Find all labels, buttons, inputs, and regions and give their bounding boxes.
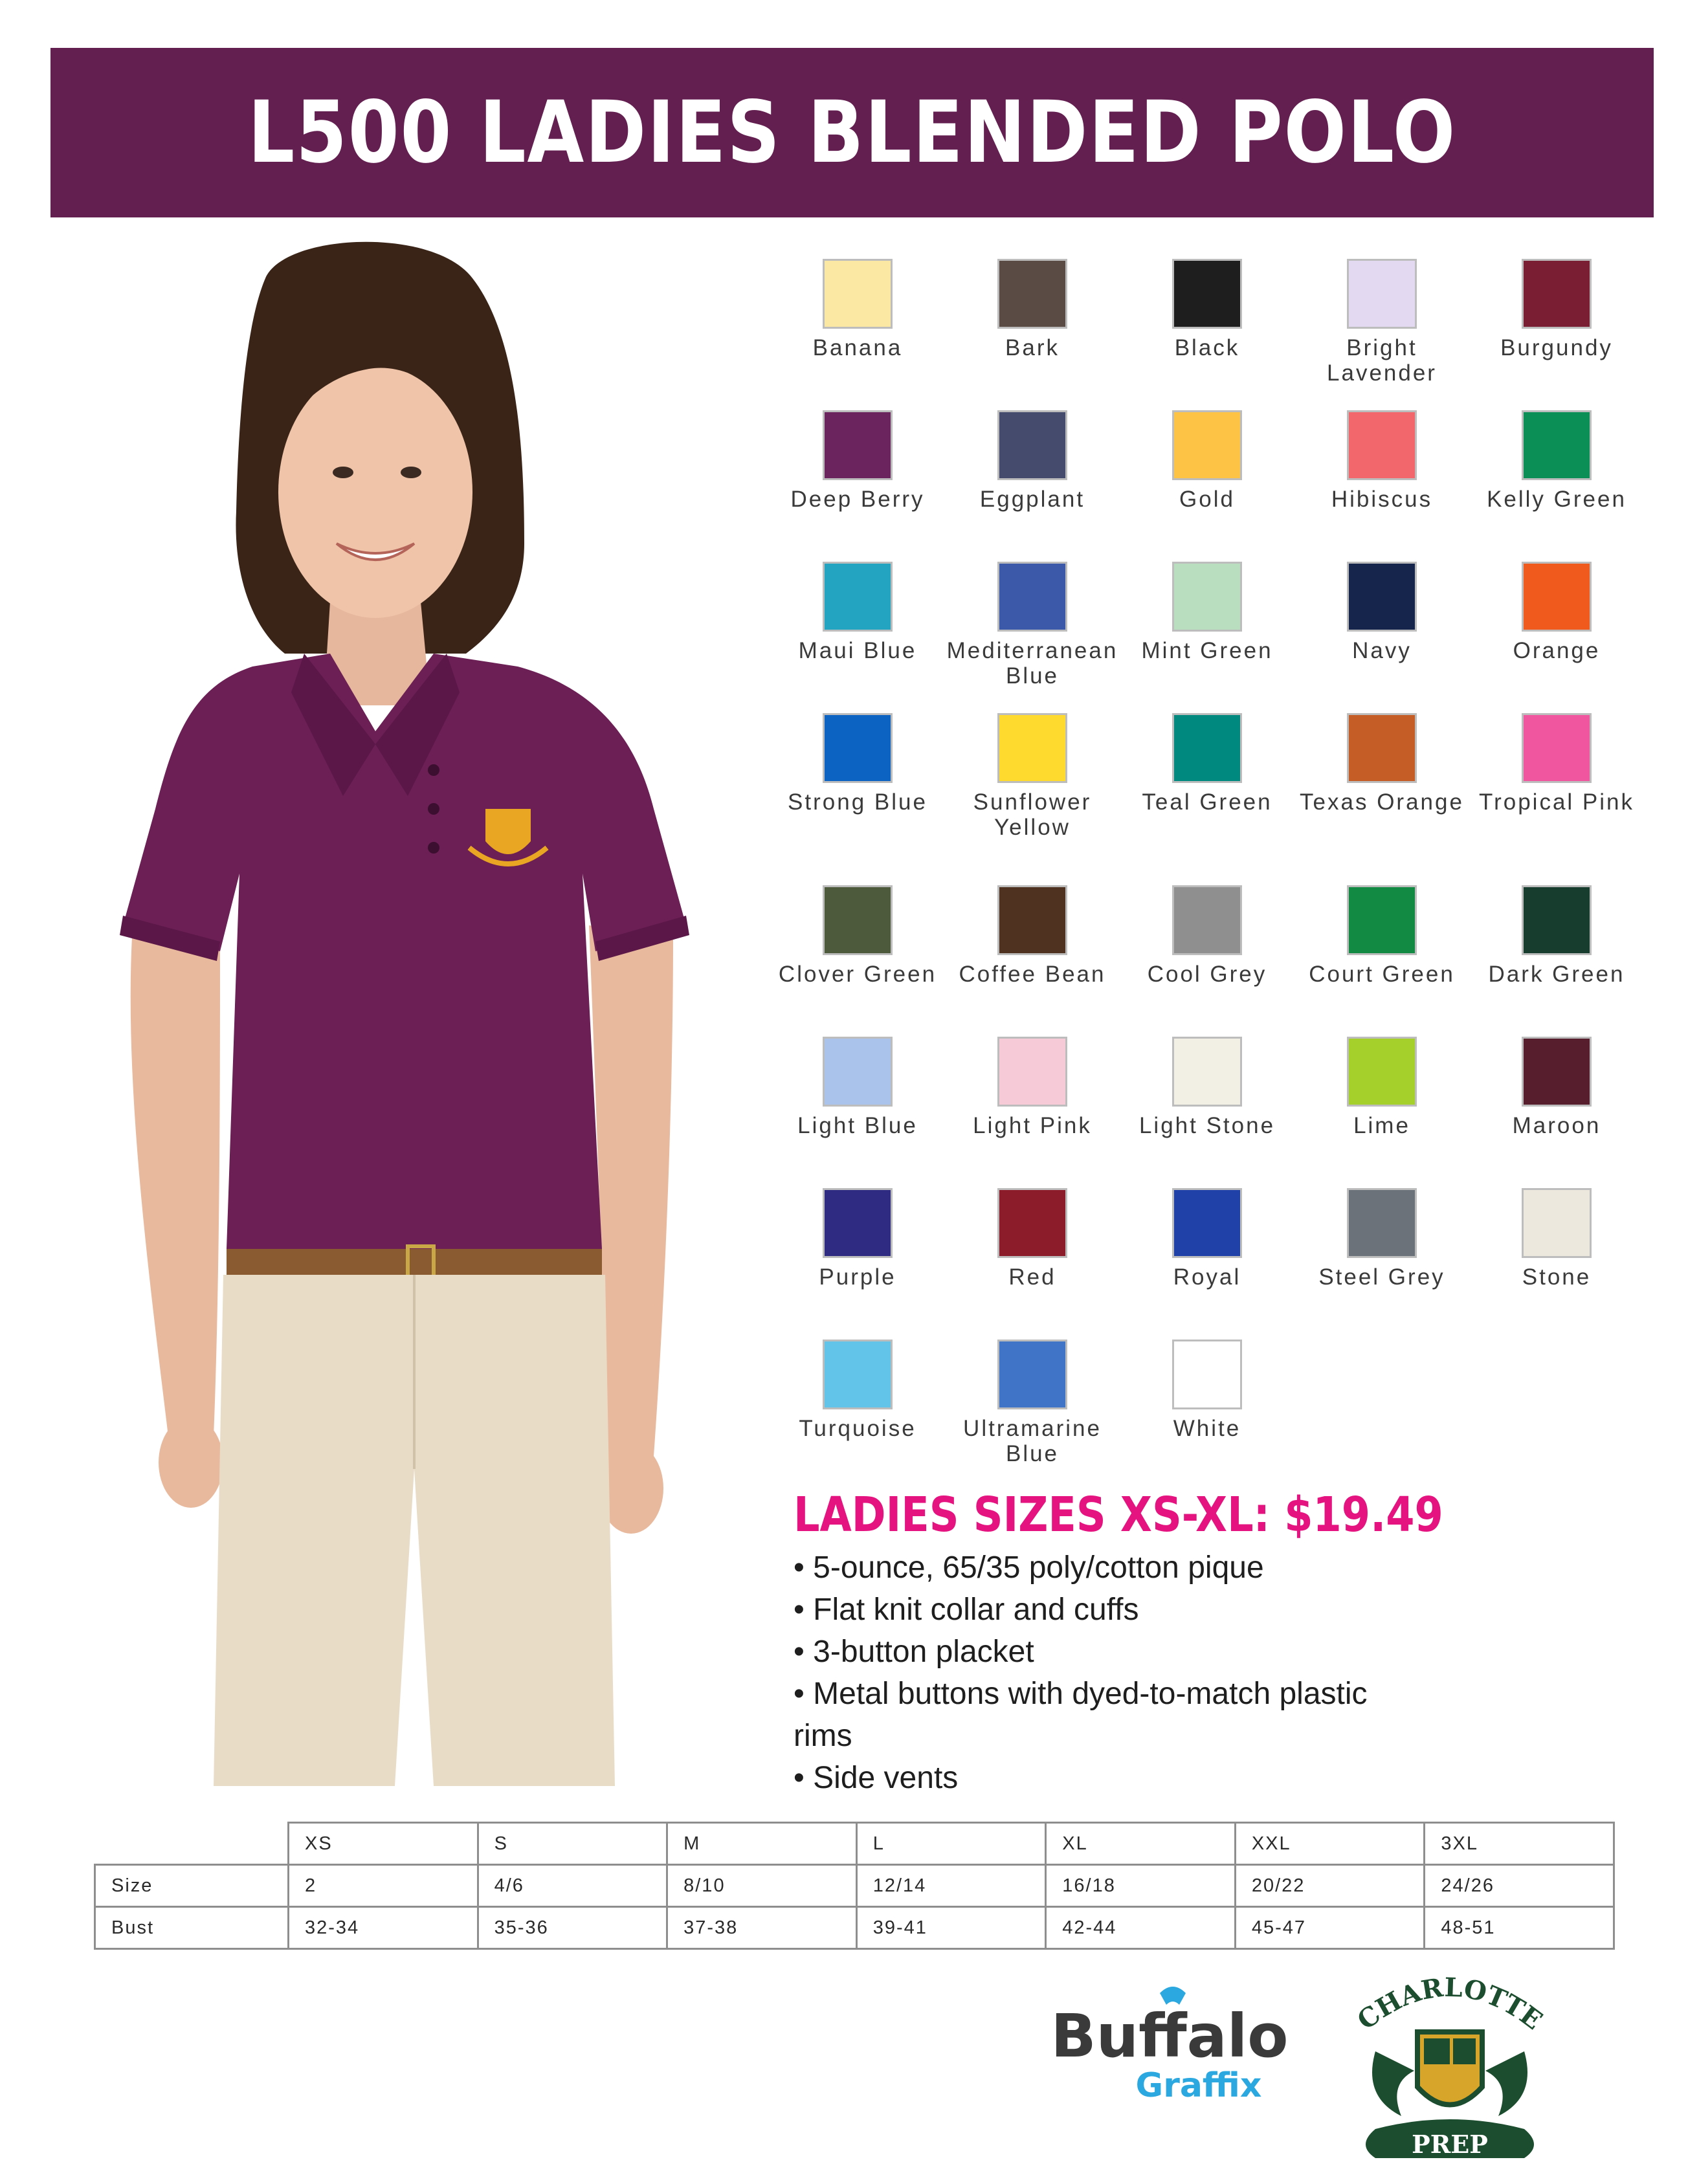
color-swatch [1120,885,1294,987]
swatch-color-name: Clover Green [778,962,937,987]
color-swatch [770,885,945,987]
swatch-color-name: Cool Grey [1147,962,1267,987]
color-swatch [1469,562,1644,663]
swatch-color-chip [1172,713,1242,783]
swatch-color-chip [823,713,893,783]
swatch-color-chip [997,259,1067,329]
swatch-color-name: Hibiscus [1331,487,1433,512]
swatch-color-chip [823,1340,893,1409]
swatch-color-chip [1347,259,1417,329]
swatch-color-name: Stone [1522,1264,1592,1290]
model-photo [71,239,693,1786]
size-chart-table [94,1822,1615,1950]
swatch-color-name: Black [1174,335,1240,360]
swatch-color-name: Light Pink [973,1113,1092,1138]
swatch-color-chip [823,410,893,480]
swatch-color-name: Light Stone [1138,1113,1276,1138]
size-column-header: XS [289,1823,478,1865]
color-swatch [770,1340,945,1441]
title-banner [50,48,1654,217]
swatch-color-chip [1522,713,1592,783]
swatch-color-chip [1347,1188,1417,1258]
color-swatch [770,1188,945,1290]
color-swatch [1469,1188,1644,1290]
feature-list [794,1547,1376,1799]
swatch-color-name: Banana [812,335,903,360]
color-swatch [1294,1188,1469,1290]
color-swatch [945,713,1120,840]
swatch-color-name: Bark [1005,335,1060,360]
swatch-color-chip [1522,562,1592,632]
swatch-color-name: Eggplant [979,487,1085,512]
swatch-color-chip [1172,410,1242,480]
swatch-color-name: Maroon [1512,1113,1601,1138]
buffalo-graffix-logo [1043,1987,1296,2110]
swatch-color-name: Strong Blue [788,789,927,815]
color-swatch [1469,259,1644,360]
page-title: L500 LADIES BLENDED POLO [247,83,1457,182]
row-label-size: Size [95,1865,289,1907]
swatch-color-chip [1172,885,1242,955]
row-label-bust: Bust [95,1907,289,1949]
color-swatch [945,562,1120,689]
color-swatch [770,410,945,512]
color-swatch [1469,1037,1644,1138]
swatch-color-name: Lime [1353,1113,1410,1138]
table-cell: 35-36 [478,1907,667,1949]
swatch-color-name: Purple [819,1264,896,1290]
size-column-header: XL [1046,1823,1236,1865]
swatch-color-chip [1522,410,1592,480]
feature-item: • Flat knit collar and cuffs [794,1593,1139,1627]
size-column-header: S [478,1823,667,1865]
color-swatch [1469,713,1644,815]
swatch-color-name: Deep Berry [790,487,925,512]
swatch-color-chip [1347,562,1417,632]
color-swatch [1294,259,1469,386]
buffalo-word: Buffalo [1050,2002,1289,2071]
swatch-color-chip [823,562,893,632]
table-cell: 8/10 [667,1865,857,1907]
charlotte-prep-logo [1349,1967,1550,2171]
swatch-color-name: Mint Green [1141,638,1273,663]
color-swatch [770,713,945,815]
color-swatch [1294,1037,1469,1138]
color-swatch [1294,713,1469,815]
swatch-color-chip [1172,562,1242,632]
charlotte-word: CHARLOTTE [1351,1972,1548,2036]
color-swatch [1294,885,1469,987]
swatch-color-name: Dark Green [1488,962,1625,987]
swatch-color-chip [1347,410,1417,480]
size-column-header: L [856,1823,1046,1865]
color-swatch [1120,562,1294,663]
swatch-color-name: Gold [1179,487,1235,512]
swatch-color-name: White [1173,1416,1241,1441]
color-swatch [1120,1037,1294,1138]
swatch-color-name: Red [1008,1264,1056,1290]
feature-item: • 5-ounce, 65/35 poly/cotton pique [794,1550,1264,1585]
swatch-color-name: Teal Green [1142,789,1272,815]
swatch-color-name: Sunflower Yellow [973,789,1092,840]
size-column-header: XXL [1235,1823,1425,1865]
color-swatch [1120,713,1294,815]
swatch-color-name: Steel Grey [1318,1264,1445,1290]
color-swatch [770,562,945,663]
size-column-header: M [667,1823,857,1865]
table-cell: 39-41 [856,1907,1046,1949]
swatch-color-name: Texas Orange [1300,789,1464,815]
feature-item: • Metal buttons with dyed-to-match plastic rims [794,1677,1368,1753]
table-corner [95,1823,289,1865]
swatch-color-chip [997,885,1067,955]
color-swatch [1120,1340,1294,1441]
color-swatch [1294,562,1469,663]
swatch-color-name: Ultramarine Blue [963,1416,1102,1466]
swatch-color-name: Orange [1513,638,1601,663]
swatch-color-chip [997,410,1067,480]
swatch-color-chip [1522,259,1592,329]
swatch-color-chip [997,1340,1067,1409]
swatch-color-name: Court Green [1309,962,1455,987]
swatch-color-name: Burgundy [1500,335,1613,360]
table-cell: 45-47 [1235,1907,1425,1949]
table-cell: 12/14 [856,1865,1046,1907]
swatch-color-chip [1172,1340,1242,1409]
swatch-color-chip [997,1037,1067,1107]
swatch-color-name: Maui Blue [798,638,917,663]
table-cell: 24/26 [1425,1865,1614,1907]
color-swatch [770,1037,945,1138]
feature-item: • Side vents [794,1761,959,1795]
swatch-color-chip [823,259,893,329]
color-swatch [945,885,1120,987]
size-header-row [95,1823,1614,1865]
swatch-color-name: Bright Lavender [1327,335,1437,386]
color-swatch [945,259,1120,360]
swatch-color-chip [823,1037,893,1107]
swatch-color-name: Tropical Pink [1479,789,1634,815]
color-swatch [1469,885,1644,987]
color-swatch [770,259,945,360]
size-column-header: 3XL [1425,1823,1614,1865]
table-cell: 4/6 [478,1865,667,1907]
color-swatch [1120,1188,1294,1290]
swatch-color-chip [1172,1188,1242,1258]
table-cell: 32-34 [289,1907,478,1949]
swatch-color-name: Royal [1173,1264,1241,1290]
swatch-color-chip [1522,1188,1592,1258]
price-heading: LADIES SIZES XS-XL: $19.49 [794,1487,1443,1543]
table-cell: 48-51 [1425,1907,1614,1949]
table-cell: 37-38 [667,1907,857,1949]
swatch-color-chip [997,713,1067,783]
graffix-word: Graffix [1135,2066,1262,2105]
table-cell: 2 [289,1865,478,1907]
swatch-color-chip [1347,713,1417,783]
swatch-color-chip [1522,1037,1592,1107]
swatch-color-name: Mediterranean Blue [946,638,1118,689]
swatch-color-chip [1172,259,1242,329]
swatch-color-chip [1172,1037,1242,1107]
color-swatch [945,1037,1120,1138]
swatch-color-chip [1522,885,1592,955]
feature-item: • 3-button placket [794,1635,1034,1669]
table-row [95,1907,1614,1949]
swatch-color-name: Turquoise [799,1416,916,1441]
swatch-color-chip [1347,1037,1417,1107]
color-swatch [1120,410,1294,512]
color-swatch [1120,259,1294,360]
swatch-color-name: Kelly Green [1487,487,1627,512]
color-swatch [945,1188,1120,1290]
color-swatch [945,410,1120,512]
swatch-color-name: Light Blue [797,1113,918,1138]
swatch-color-chip [823,1188,893,1258]
color-swatch [945,1340,1120,1466]
table-cell: 42-44 [1046,1907,1236,1949]
swatch-color-chip [997,562,1067,632]
table-cell: 20/22 [1235,1865,1425,1907]
prep-word: PREP [1412,2130,1488,2159]
swatch-color-chip [997,1188,1067,1258]
table-row [95,1865,1614,1907]
color-swatch [1469,410,1644,512]
color-swatch [1294,410,1469,512]
swatch-color-name: Navy [1352,638,1412,663]
swatch-color-chip [1347,885,1417,955]
table-cell: 16/18 [1046,1865,1236,1907]
swatch-color-chip [823,885,893,955]
swatch-color-name: Coffee Bean [959,962,1106,987]
